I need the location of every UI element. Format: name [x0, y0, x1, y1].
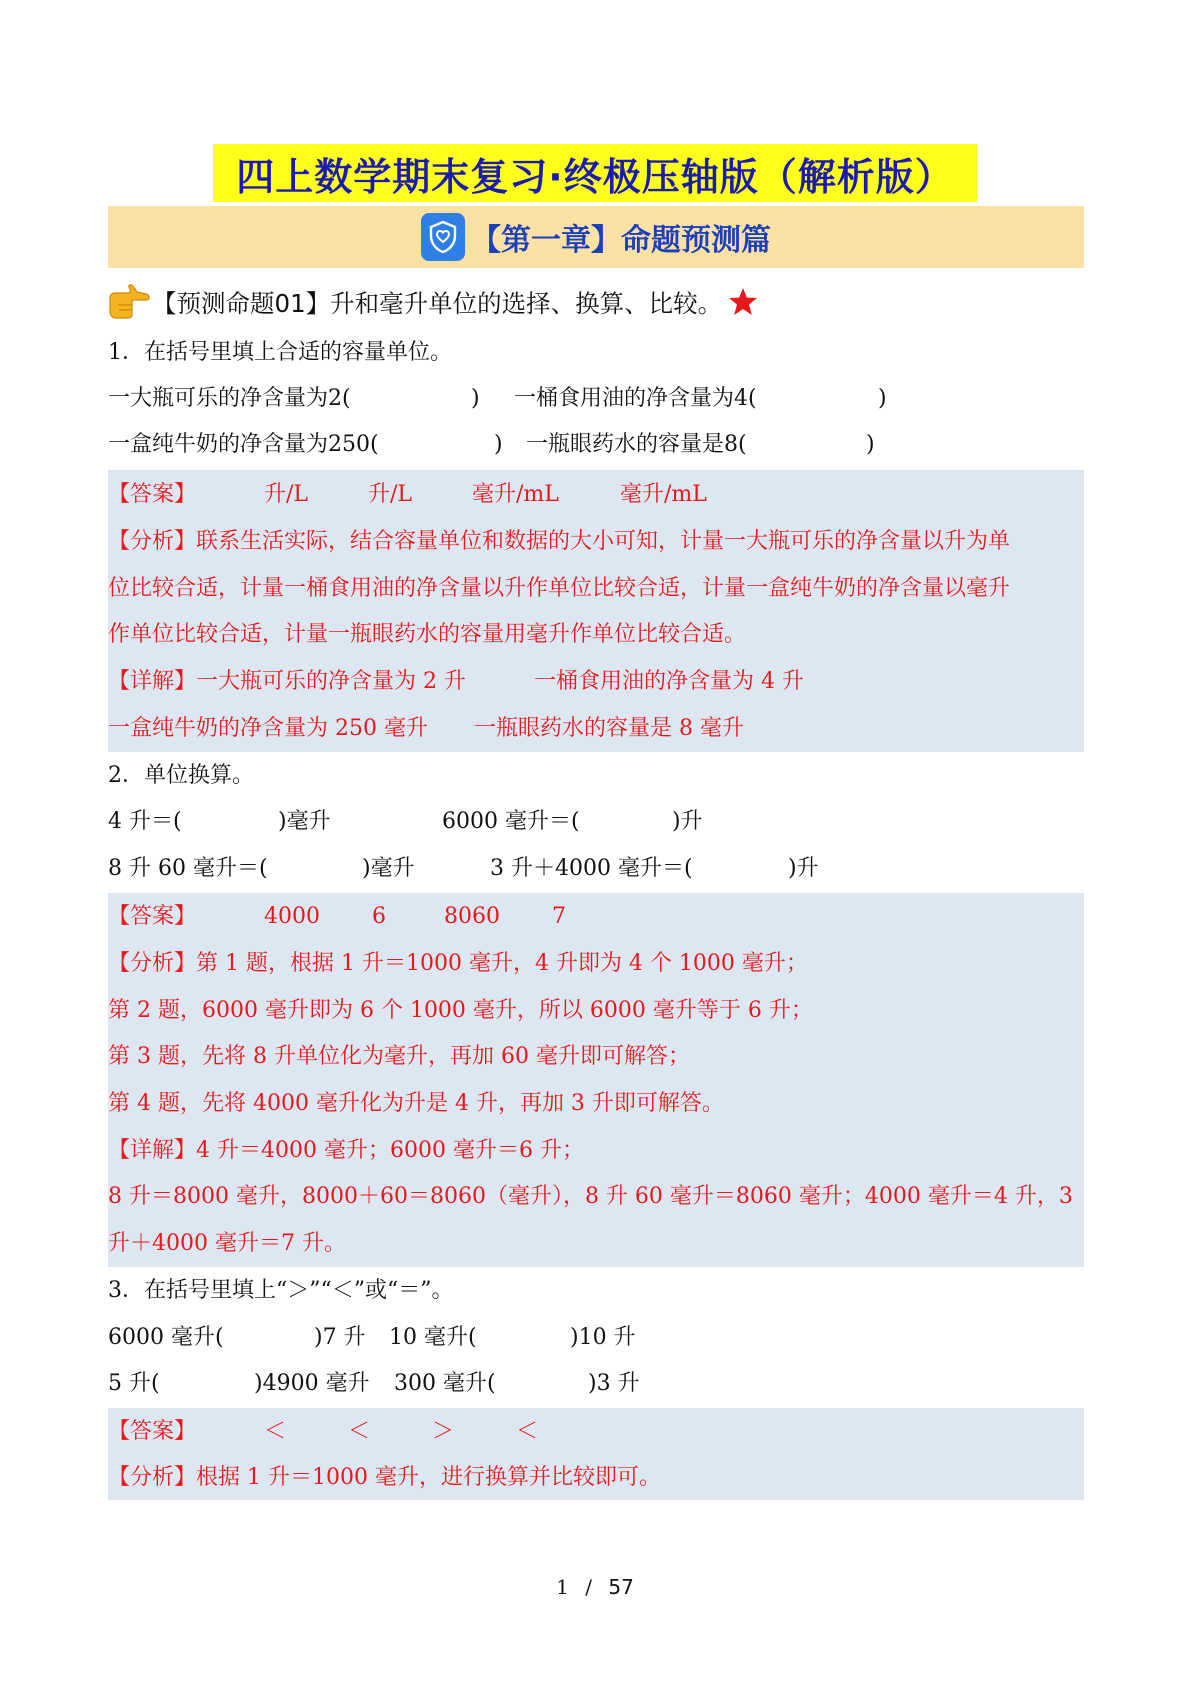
q2-analysis-line: 第 2 题，6000 毫升即为 6 个 1000 毫升，所以 6000 毫升等于 6 升；: [108, 998, 813, 1023]
q3-item: 6000 毫升(: [108, 1325, 224, 1350]
answer-value: 7: [552, 904, 566, 929]
chapter-title: 【第一章】命题预测篇: [471, 223, 771, 258]
shield-heart-icon: [421, 213, 465, 261]
q1-item-milk: 一盒纯牛奶的净含量为250(: [108, 432, 379, 457]
q1-detail-line: [108, 659, 1084, 705]
q3-analysis-line: 【分析】根据 1 升＝1000 毫升，进行换算并比较即可。: [108, 1465, 661, 1490]
q1-item-oil: 一桶食用油的净含量为4(: [514, 386, 757, 411]
q1-item-cola: 一大瓶可乐的净含量为2(: [108, 386, 351, 411]
q2-item: 6000 毫升＝(: [442, 809, 580, 834]
q2-item: )毫升: [278, 809, 331, 834]
q1-answer-line: [108, 472, 1084, 518]
q2-analysis-line: 【分析】第 1 题，根据 1 升＝1000 毫升，4 升即为 4 个 1000 毫升；: [108, 951, 808, 976]
page-total: 57: [608, 1575, 634, 1599]
q2-item: )升: [788, 856, 819, 881]
question-1-row-1: [108, 376, 1084, 422]
q1-analysis-line: 【分析】联系生活实际，结合容量单位和数据的大小可知，计量一大瓶可乐的净含量以升为单: [108, 529, 1011, 554]
question-3-row-1: [108, 1315, 1084, 1361]
q3-item: )10 升: [570, 1325, 636, 1350]
q2-item: )升: [672, 809, 703, 834]
q1-analysis-line: 作单位比较合适，计量一瓶眼药水的容量用毫升作单位比较合适。: [108, 622, 747, 647]
q3-item: )7 升: [314, 1325, 366, 1350]
question-3-row-2: [108, 1361, 1084, 1407]
page-footer: [0, 1575, 1190, 1599]
q3-item: 5 升(: [108, 1371, 160, 1396]
q1-bracket-close: ): [494, 432, 503, 457]
page-separator: /: [585, 1575, 593, 1599]
answer-label: 【答案】: [108, 904, 197, 929]
page-number: 1: [556, 1575, 569, 1599]
answer-value: ＞: [432, 1419, 455, 1444]
q1-bracket-close: ): [866, 432, 875, 457]
q2-analysis-line: 第 3 题，先将 8 升单位化为毫升，再加 60 毫升即可解答；: [108, 1044, 690, 1069]
topic-heading: [106, 280, 758, 324]
q1-detail-text: 【详解】一大瓶可乐的净含量为 2 升: [108, 669, 466, 694]
q2-item: 3 升＋4000 毫升＝(: [490, 856, 693, 881]
q1-analysis-line: 位比较合适，计量一桶食用油的净含量以升作单位比较合适，计量一盒纯牛奶的净含量以毫升: [108, 576, 1011, 601]
q3-item: )3 升: [588, 1371, 640, 1396]
answer-label: 【答案】: [108, 1419, 197, 1444]
answer-label: 【答案】: [108, 482, 197, 507]
red-star-icon: [728, 287, 758, 317]
q1-detail-line: [108, 706, 1084, 752]
pointing-hand-icon: [106, 284, 150, 320]
q1-item-eyedrops: 一瓶眼药水的容量是8(: [526, 432, 747, 457]
q1-detail-text: 一盒纯牛奶的净含量为 250 毫升: [108, 716, 428, 741]
q1-detail-text: 一瓶眼药水的容量是 8 毫升: [474, 716, 744, 741]
q1-bracket-close: ): [471, 386, 480, 411]
q2-analysis-line: 第 4 题，先将 4000 毫升化为升是 4 升，再加 3 升即可解答。: [108, 1091, 724, 1116]
question-1-row-2: [108, 422, 1084, 468]
question-2-row-1: [108, 799, 1084, 845]
q2-detail-line: 升＋4000 毫升＝7 升。: [108, 1231, 346, 1256]
question-2-row-2: [108, 846, 1084, 892]
answer-value: ＜: [516, 1419, 539, 1444]
answer-value: ＜: [264, 1419, 287, 1444]
answer-value: 4000: [264, 904, 320, 929]
question-2-stem: 2．单位换算。: [108, 763, 254, 788]
q2-detail-line: 8 升＝8000 毫升，8000＋60＝8060（毫升），8 升 60 毫升＝8060 毫升；4000 毫升＝4 升，3: [108, 1184, 1073, 1209]
q3-item: )4900 毫升: [254, 1371, 370, 1396]
answer-value: 毫升/mL: [472, 482, 559, 507]
q2-item: 8 升 60 毫升＝(: [108, 856, 268, 881]
answer-value: 6: [372, 904, 386, 929]
answer-value: 升/L: [368, 482, 413, 507]
q3-item: 300 毫升(: [394, 1371, 496, 1396]
title-banner: [213, 144, 977, 202]
q2-item: )毫升: [362, 856, 415, 881]
q2-item: 4 升＝(: [108, 809, 182, 834]
topic-title: 【预测命题01】升和毫升单位的选择、换算、比较。: [152, 288, 723, 318]
q3-item: 10 毫升(: [389, 1325, 477, 1350]
q2-detail-line: 【详解】4 升＝4000 毫升；6000 毫升＝6 升；: [108, 1138, 584, 1163]
question-3-stem: 3．在括号里填上“＞”“＜”或“＝”。: [108, 1278, 454, 1303]
q1-bracket-close: ): [878, 386, 887, 411]
q3-answer-line: [108, 1409, 1084, 1455]
answer-value: ＜: [348, 1419, 371, 1444]
q1-detail-text: 一桶食用油的净含量为 4 升: [534, 669, 804, 694]
chapter-banner: [108, 206, 1084, 268]
answer-value: 升/L: [264, 482, 309, 507]
page-title: 四上数学期末复习·终极压轴版（解析版）: [236, 154, 954, 199]
question-1-stem: 1．在括号里填上合适的容量单位。: [108, 340, 452, 365]
answer-value: 8060: [444, 904, 500, 929]
answer-value: 毫升/mL: [620, 482, 707, 507]
q2-answer-line: [108, 894, 1084, 940]
